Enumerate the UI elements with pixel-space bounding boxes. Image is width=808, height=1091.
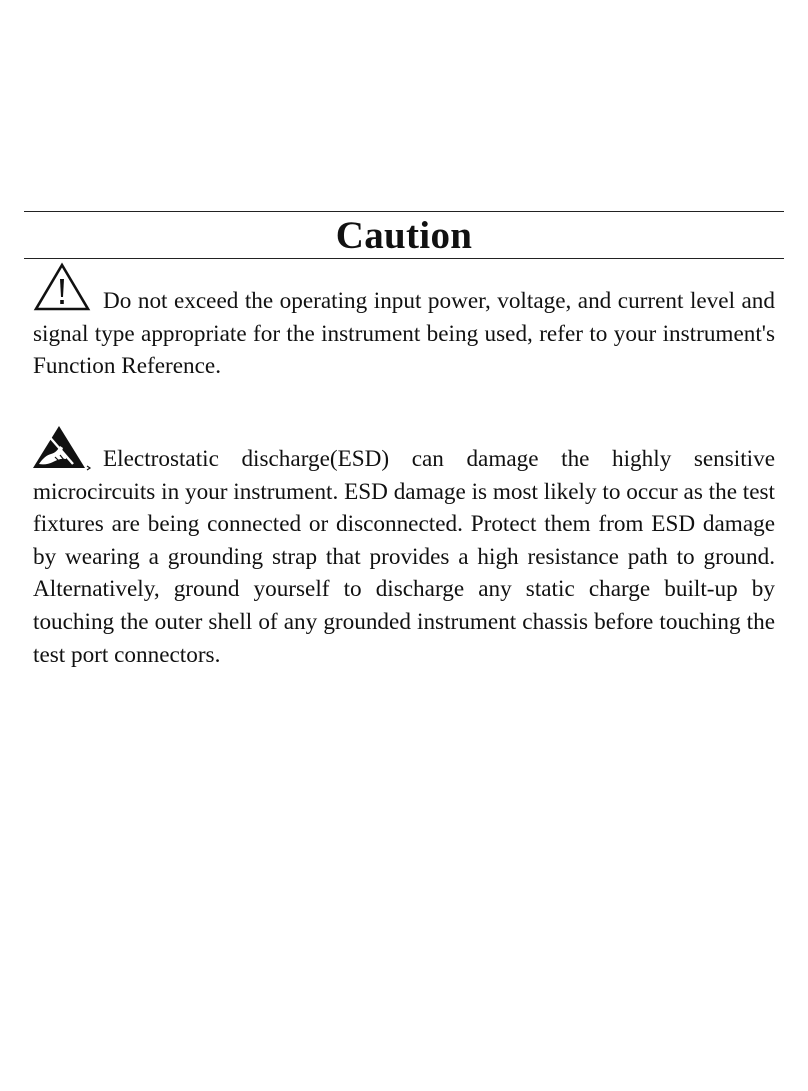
esd-caution-text: Electrostatic discharge(ESD) can damage the highly sensitive microcircuits in your instrument. ESD damage is most likely to occur as the test fixtures are being connected or disconnected. Protect them from ESD damage by wearing a grounding strap that provides a high resistance path to ground. Alternatively, ground yourself to discharge any static charge built-up by touching the outer shell of any grounded instrument chassis before touching the test port connectors.: [33, 446, 775, 668]
power-caution-paragraph: [33, 262, 775, 383]
esd-caution-paragraph: [33, 424, 775, 671]
title-bottom-rule: [24, 258, 784, 259]
warning-triangle-icon: [33, 262, 91, 312]
page-title: Caution: [335, 214, 473, 257]
power-caution-text: Do not exceed the operating input power, voltage, and current level and signal type appropriate for the instrument being used, refer to your instrument's Function Reference.: [33, 288, 775, 380]
esd-sensitive-icon: [33, 424, 95, 472]
